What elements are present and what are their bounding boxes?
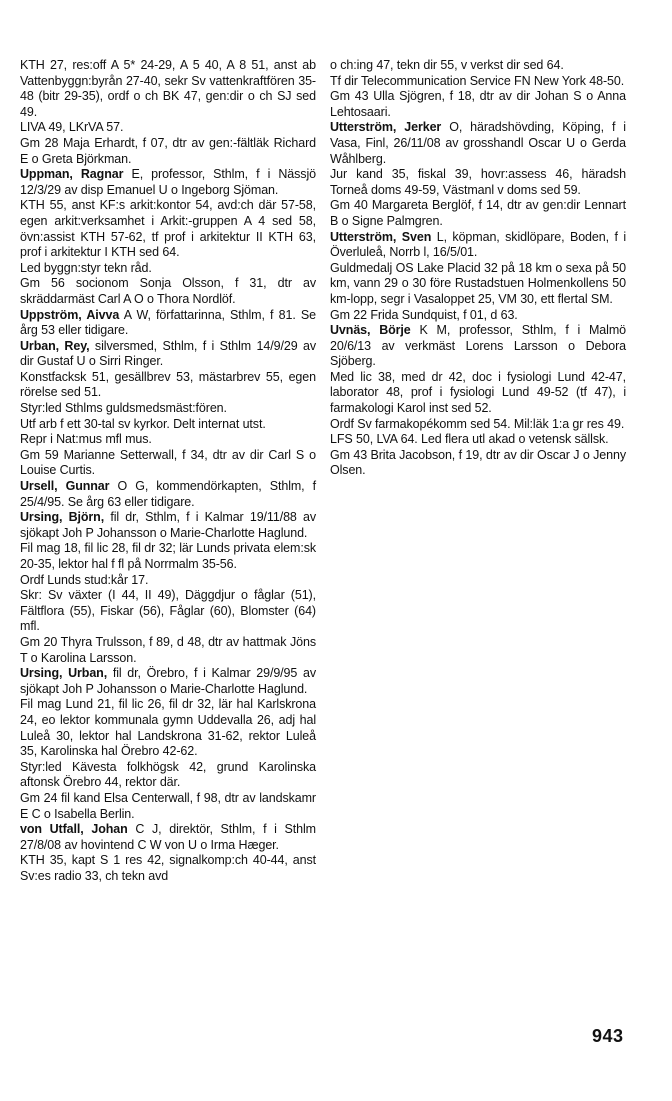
entry-paragraph <box>330 74 626 90</box>
entry-paragraph <box>330 167 626 198</box>
entry-paragraph <box>330 432 626 448</box>
biography-entry <box>20 167 316 198</box>
entry-text: Gm 43 Brita Jacobson, f 19, dtr av dir Oscar J o Jenny Olsen. <box>330 447 626 478</box>
entry-text: Led byggn:styr tekn råd. <box>20 260 152 275</box>
biography-entry <box>330 323 626 370</box>
entry-paragraph <box>20 58 316 120</box>
biography-entry <box>330 120 626 167</box>
entry-text: L, köpman, skidlöpare, Boden, f i Överluleå, Norrb l, 16/5/01. <box>330 229 627 260</box>
biography-entry <box>20 666 316 697</box>
entry-name: Ursing, Urban, <box>20 666 108 681</box>
entry-text: o ch:ing 47, tekn dir 55, v verkst dir sed 64. <box>330 58 564 72</box>
entry-paragraph <box>20 120 316 136</box>
entry-text: fil dr, Örebro, f i Kalmar 29/9/95 av sjökapt Joh P Johansson o Marie-Charlotte Haglund. <box>20 666 316 696</box>
entry-paragraph <box>20 417 316 433</box>
entry-paragraph <box>20 760 316 791</box>
entry-text: Guldmedalj OS Lake Placid 32 på 18 km o sexa på 50 km, vann 29 o 30 före Rustadstuen Holmenkollens 50 km-lopp, segr i Vasaloppet 25, VM 30, ett flertal SM. <box>330 260 626 306</box>
entry-text: LIVA 49, LKrVA 57. <box>20 120 124 135</box>
entry-text: Ordf Lunds stud:kår 17. <box>20 572 149 587</box>
entry-name: Utterström, Sven <box>330 229 432 244</box>
entry-paragraph <box>20 432 316 448</box>
entry-text: A W, författarinna, Sthlm, f 81. Se årg 53 eller tidigare. <box>20 307 316 338</box>
entry-paragraph <box>330 308 626 324</box>
entry-paragraph <box>20 276 316 307</box>
entry-paragraph <box>20 853 316 884</box>
entry-paragraph <box>20 401 316 417</box>
entry-text: Gm 40 Margareta Berglöf, f 14, dtr av gen:dir Lennart B o Signe Palmgren. <box>330 198 626 228</box>
entry-paragraph <box>330 417 626 433</box>
entry-paragraph <box>20 588 316 635</box>
entry-text: Gm 28 Maja Erhardt, f 07, dtr av gen:-fältläk Richard E o Greta Björkman. <box>20 135 316 166</box>
entry-text: LFS 50, LVA 64. Led flera utl akad o vetensk sällsk. <box>330 432 609 447</box>
entry-text: Utf arb f ett 30-tal sv kyrkor. Delt internat utst. <box>20 416 266 431</box>
entry-text: Skr: Sv växter (I 44, II 49), Däggdjur o fåglar (51), Fältflora (55), Fiskar (56), Fåglar (60), Blomster (64) mfl. <box>20 588 316 634</box>
entry-paragraph <box>20 697 316 759</box>
entry-text: E, professor, Sthlm, f i Nässjö 12/3/29 av disp Emanuel U o Ingeborg Sjöman. <box>20 167 316 197</box>
entry-paragraph <box>330 89 626 120</box>
entry-text: Gm 59 Marianne Setterwall, f 34, dtr av dir Carl S o Louise Curtis. <box>20 447 316 478</box>
entry-name: Ursing, Björn, <box>20 510 105 525</box>
entry-text: Konstfacksk 51, gesällbrev 53, mästarbrev 55, egen rörelse sed 51. <box>20 369 316 400</box>
biography-entry <box>20 822 316 853</box>
entry-text: Styr:led Kävesta folkhögsk 42, grund Karolinska aftonsk Örebro 44, rektor där. <box>20 759 316 790</box>
page-number: 943 <box>592 1026 624 1046</box>
entry-text: Styr:led Sthlms guldsmedsmäst:fören. <box>20 401 227 416</box>
entry-text: Med lic 38, med dr 42, doc i fysiologi Lund 42-47, laborator 48, prof i fysiologi Lund 49-52 (tf 47), i farmakologi Karol inst sed 52. <box>330 369 626 416</box>
left-column <box>20 58 316 884</box>
entry-paragraph <box>330 198 626 229</box>
entry-name: Ursell, Gunnar <box>20 479 110 494</box>
entry-text: K M, professor, Sthlm, f i Malmö 20/6/13 av verkmäst Lorens Larsson o Debora Sjöberg. <box>330 323 626 369</box>
entry-text: KTH 55, anst KF:s arkit:kontor 54, avd:ch där 57-58, egen arkit:verksamhet i Arkit:-gruppen A 4 sed 58, övn:assist KTH 57-62, tf prof i arkitektur II KTH 63, prof i arkitektur I KTH sed 64. <box>20 198 316 260</box>
entry-text: O, häradshövding, Köping, f i Vasa, Finl, 26/11/08 av grosshandl Oscar U o Gerda Wåhlberg. <box>330 120 626 166</box>
entry-name: Utterström, Jerker <box>330 120 442 135</box>
entry-text: KTH 35, kapt S 1 res 42, signalkomp:ch 40-44, anst Sv:es radio 33, ch tekn avd <box>20 853 316 883</box>
right-column <box>330 58 626 479</box>
entry-paragraph <box>20 198 316 260</box>
entry-text: fil dr, Sthlm, f i Kalmar 19/11/88 av sjökapt Joh P Johansson o Marie-Charlotte Haglund. <box>20 510 316 540</box>
entry-text: Gm 22 Frida Sundquist, f 01, d 63. <box>330 307 518 322</box>
entry-paragraph <box>330 58 626 74</box>
entry-paragraph <box>330 370 626 417</box>
entry-text: Jur kand 35, fiskal 39, hovr:assess 46, häradsh Torneå doms 49-59, Västmanl v doms sed 59. <box>330 167 626 197</box>
entry-paragraph <box>20 261 316 277</box>
entry-text: Gm 56 socionom Sonja Olsson, f 31, dtr av skräddarmäst Carl A O o Thora Nordlöf. <box>20 276 316 306</box>
entry-name: Uppström, Aivva <box>20 307 120 322</box>
entry-text: Gm 43 Ulla Sjögren, f 18, dtr av dir Johan S o Anna Lehtosaari. <box>330 89 626 119</box>
entry-paragraph <box>20 448 316 479</box>
biography-entry <box>20 479 316 510</box>
entry-name: von Utfall, Johan <box>20 822 128 837</box>
entry-text: Gm 20 Thyra Trulsson, f 89, d 48, dtr av hattmak Jöns T o Karolina Larsson. <box>20 634 316 665</box>
entry-name: Urban, Rey, <box>20 338 90 353</box>
entry-text: C J, direktör, Sthlm, f i Sthlm 27/8/08 av hovintend C W von U o Irma Hæger. <box>20 822 316 852</box>
entry-text: Ordf Sv farmakopékomm sed 54. Mil:läk 1:a gr res 49. <box>330 416 625 431</box>
entry-paragraph <box>20 370 316 401</box>
entry-text: Tf dir Telecommunication Service FN New York 48-50. <box>330 73 625 88</box>
biography-entry <box>20 510 316 541</box>
entry-paragraph <box>20 541 316 572</box>
entry-text: O G, kommendörkapten, Sthlm, f 25/4/95. Se årg 63 eller tidigare. <box>20 479 316 509</box>
entry-text: Gm 24 fil kand Elsa Centerwall, f 98, dtr av landskamr E C o Isabella Berlin. <box>20 790 316 821</box>
entry-text: Fil mag Lund 21, fil lic 26, fil dr 32, lär hal Karlskrona 24, eo lektor kommunala gymn Uddevalla 26, adj hal Luleå 30, lektor hal Landskrona 31-62, rektor Luleå 35, Karolinska hal Örebro 42-62. <box>20 697 316 759</box>
entry-text: KTH 27, res:off A 5* 24-29, A 5 40, A 8 51, anst ab Vattenbyggn:byrån 27-40, sekr Sv vattenkraftfören 35-48 (bitr 29-35), ordf o ch BK 47, gen:dir o ch SJ sed 49. <box>20 58 316 119</box>
entry-text: Repr i Nat:mus mfl mus. <box>20 432 152 447</box>
entry-paragraph <box>330 448 626 479</box>
entry-paragraph <box>330 261 626 308</box>
entry-paragraph <box>20 635 316 666</box>
biography-entry <box>330 230 626 261</box>
entry-paragraph <box>20 573 316 589</box>
entry-text: Fil mag 18, fil lic 28, fil dr 32; lär Lunds privata elem:sk 20-35, lektor hal f fl på Norrmalm 35-56. <box>20 541 316 571</box>
entry-name: Uppman, Ragnar <box>20 167 124 182</box>
biography-entry <box>20 339 316 370</box>
biography-entry <box>20 308 316 339</box>
entry-paragraph <box>20 136 316 167</box>
entry-paragraph <box>20 791 316 822</box>
entry-name: Uvnäs, Börje <box>330 323 411 338</box>
entry-text: silversmed, Sthlm, f i Sthlm 14/9/29 av dir Gustaf U o Sirri Ringer. <box>20 338 316 369</box>
